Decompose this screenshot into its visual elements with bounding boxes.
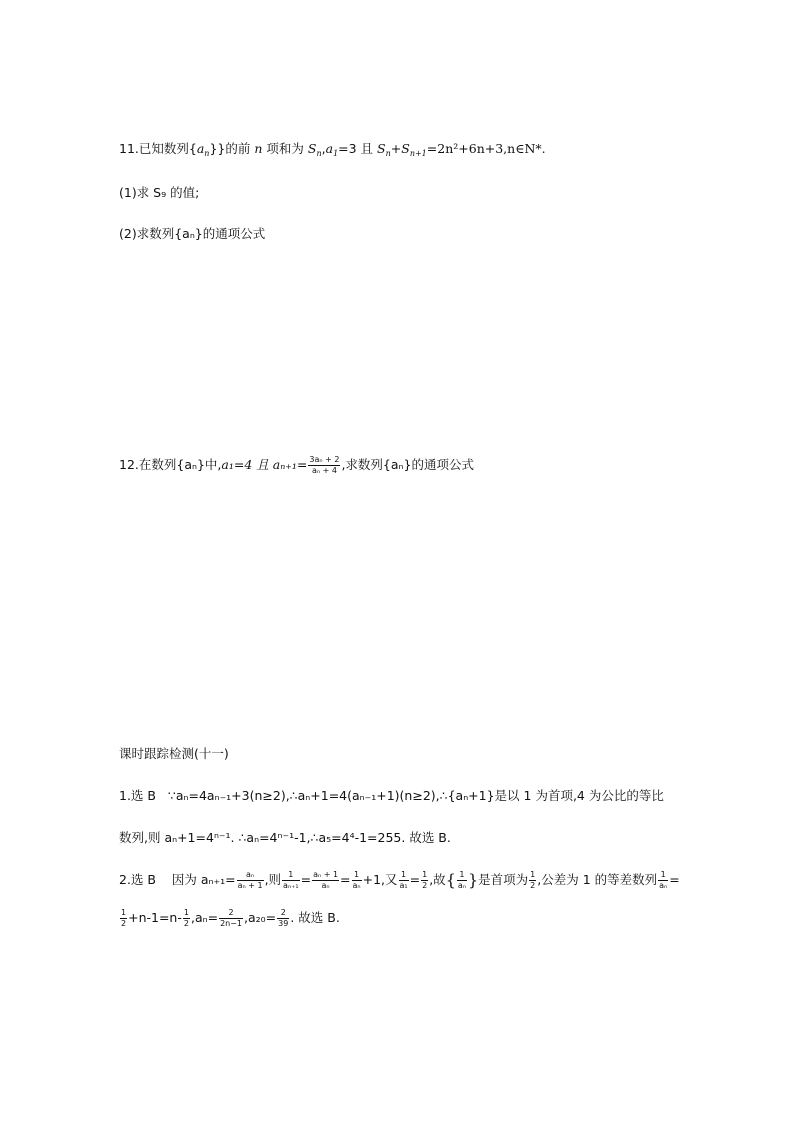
- sub: n: [316, 149, 322, 158]
- var: S: [307, 141, 317, 156]
- fraction: [120, 908, 127, 929]
- numerator: aₙ + 1: [313, 870, 339, 879]
- denominator: a₁: [399, 881, 408, 890]
- denominator: aₙ₊₁: [283, 881, 299, 890]
- text: }的前: [217, 141, 251, 156]
- section-title: 课时跟踪检测(十一): [119, 746, 229, 761]
- sub: n: [204, 149, 210, 158]
- math-a1: a₁=4 且: [221, 457, 269, 472]
- fraction: [421, 870, 428, 891]
- var-n: n: [254, 141, 263, 156]
- text: . 故选 B.: [290, 910, 340, 925]
- fraction: [237, 870, 264, 891]
- denominator: aₙ: [321, 881, 330, 890]
- fraction: [352, 870, 362, 891]
- answer-text: ∵aₙ=4aₙ₋₁+3(n≥2),∴aₙ+1=4(aₙ₋₁+1)(n≥2),∴{aₙ+1}是以 1 为首项,4 为公比的等比: [167, 788, 664, 803]
- fraction: [399, 870, 409, 891]
- fraction: [277, 908, 289, 929]
- denominator: aₙ + 4: [311, 466, 337, 475]
- equation-rhs: =2n²+6n+3,n∈N*.: [426, 141, 546, 156]
- math-a: [197, 141, 210, 156]
- numerator: 1: [399, 870, 409, 881]
- problem-11-part1: (1)求 S₉ 的值;: [119, 185, 200, 200]
- numerator: 1: [530, 870, 536, 879]
- problem-number: 11.: [119, 141, 139, 156]
- numerator: 1: [183, 908, 189, 917]
- answer-1-line-2: 数列,则 aₙ+1=4ⁿ⁻¹. ∴aₙ=4ⁿ⁻¹-1,∴a₅=4⁴-1=255. 故选 B.: [119, 830, 451, 845]
- denominator: aₙ: [457, 881, 466, 890]
- answer-2-line-2: [119, 908, 340, 929]
- denominator: aₙ: [352, 881, 361, 890]
- math-sum: $S_n+S_{n+1}$: [377, 141, 427, 158]
- text: ,公差为 1 的等差数列: [537, 872, 658, 887]
- fraction: [529, 870, 536, 891]
- numerator: 1: [457, 870, 467, 881]
- answer-label: 1.选 B: [119, 788, 156, 803]
- denominator: aₙ + 1: [237, 881, 263, 890]
- denominator: 2: [121, 919, 127, 928]
- text: ,: [321, 141, 326, 156]
- fraction: [282, 870, 300, 891]
- denominator: 2n−1: [220, 919, 243, 928]
- answer-label: 2.选 B: [119, 872, 156, 887]
- denominator: 2: [183, 919, 189, 928]
- answer-1-line-1: [119, 787, 664, 805]
- text: =: [300, 872, 312, 887]
- text: 已知数列{: [138, 141, 197, 156]
- math-an1: aₙ₊₁=: [272, 457, 308, 472]
- math-sn: [308, 141, 322, 156]
- numerator: 1: [282, 870, 300, 881]
- denominator: 2: [422, 881, 428, 890]
- text: ,aₙ=: [190, 910, 219, 925]
- text: 在数列{aₙ}中,: [138, 457, 222, 472]
- fraction: [219, 908, 243, 929]
- text: ,a₂₀=: [244, 910, 277, 925]
- text: 是首项为: [478, 872, 529, 887]
- text: =: [340, 872, 351, 887]
- numerator: 2: [219, 908, 243, 919]
- text: 因为 aₙ₊₁=: [171, 872, 236, 887]
- answer-2-line-1: [119, 870, 680, 891]
- numerator: 1: [352, 870, 362, 881]
- var: a: [196, 141, 205, 156]
- problem-11-stem: 11.已知数列$\{a_n\}$}的前 n 项和为 $S_n,a_1=3$ 且 $S_n+S_{n+1}=2n^2+6n+3,n\in N*$.: [119, 141, 546, 158]
- fraction: [457, 870, 467, 891]
- text: =: [409, 872, 421, 887]
- denominator: 39: [278, 919, 289, 928]
- text: =: [669, 872, 680, 887]
- fraction: [658, 870, 668, 891]
- fraction: [308, 455, 340, 476]
- text: ,则: [264, 872, 282, 887]
- denominator: 2: [530, 881, 536, 890]
- numerator: 1: [121, 908, 127, 917]
- numerator: aₙ: [237, 870, 264, 881]
- text: ,求数列{aₙ}的通项公式: [341, 457, 474, 472]
- numerator: 1: [658, 870, 668, 881]
- right-brace: }: [467, 870, 479, 890]
- problem-11-part2: (2)求数列{aₙ}的通项公式: [119, 226, 266, 241]
- problem-12-stem: [119, 455, 474, 476]
- numerator: 2: [277, 908, 289, 919]
- math-a1: $a_1$: [325, 141, 339, 158]
- text: =3 且: [338, 141, 374, 156]
- text: ,故: [429, 872, 446, 887]
- fraction: [183, 908, 190, 929]
- denominator: aₙ: [659, 881, 668, 890]
- numerator: 3aₙ + 2: [309, 455, 340, 464]
- fraction: [312, 870, 339, 891]
- text: +1,又: [362, 872, 398, 887]
- text: +n-1=n-: [128, 910, 182, 925]
- left-brace: {: [445, 870, 456, 890]
- numerator: 1: [422, 870, 428, 879]
- var: a: [325, 141, 334, 156]
- problem-number: 12.: [119, 457, 139, 472]
- text: 项和为: [266, 141, 304, 156]
